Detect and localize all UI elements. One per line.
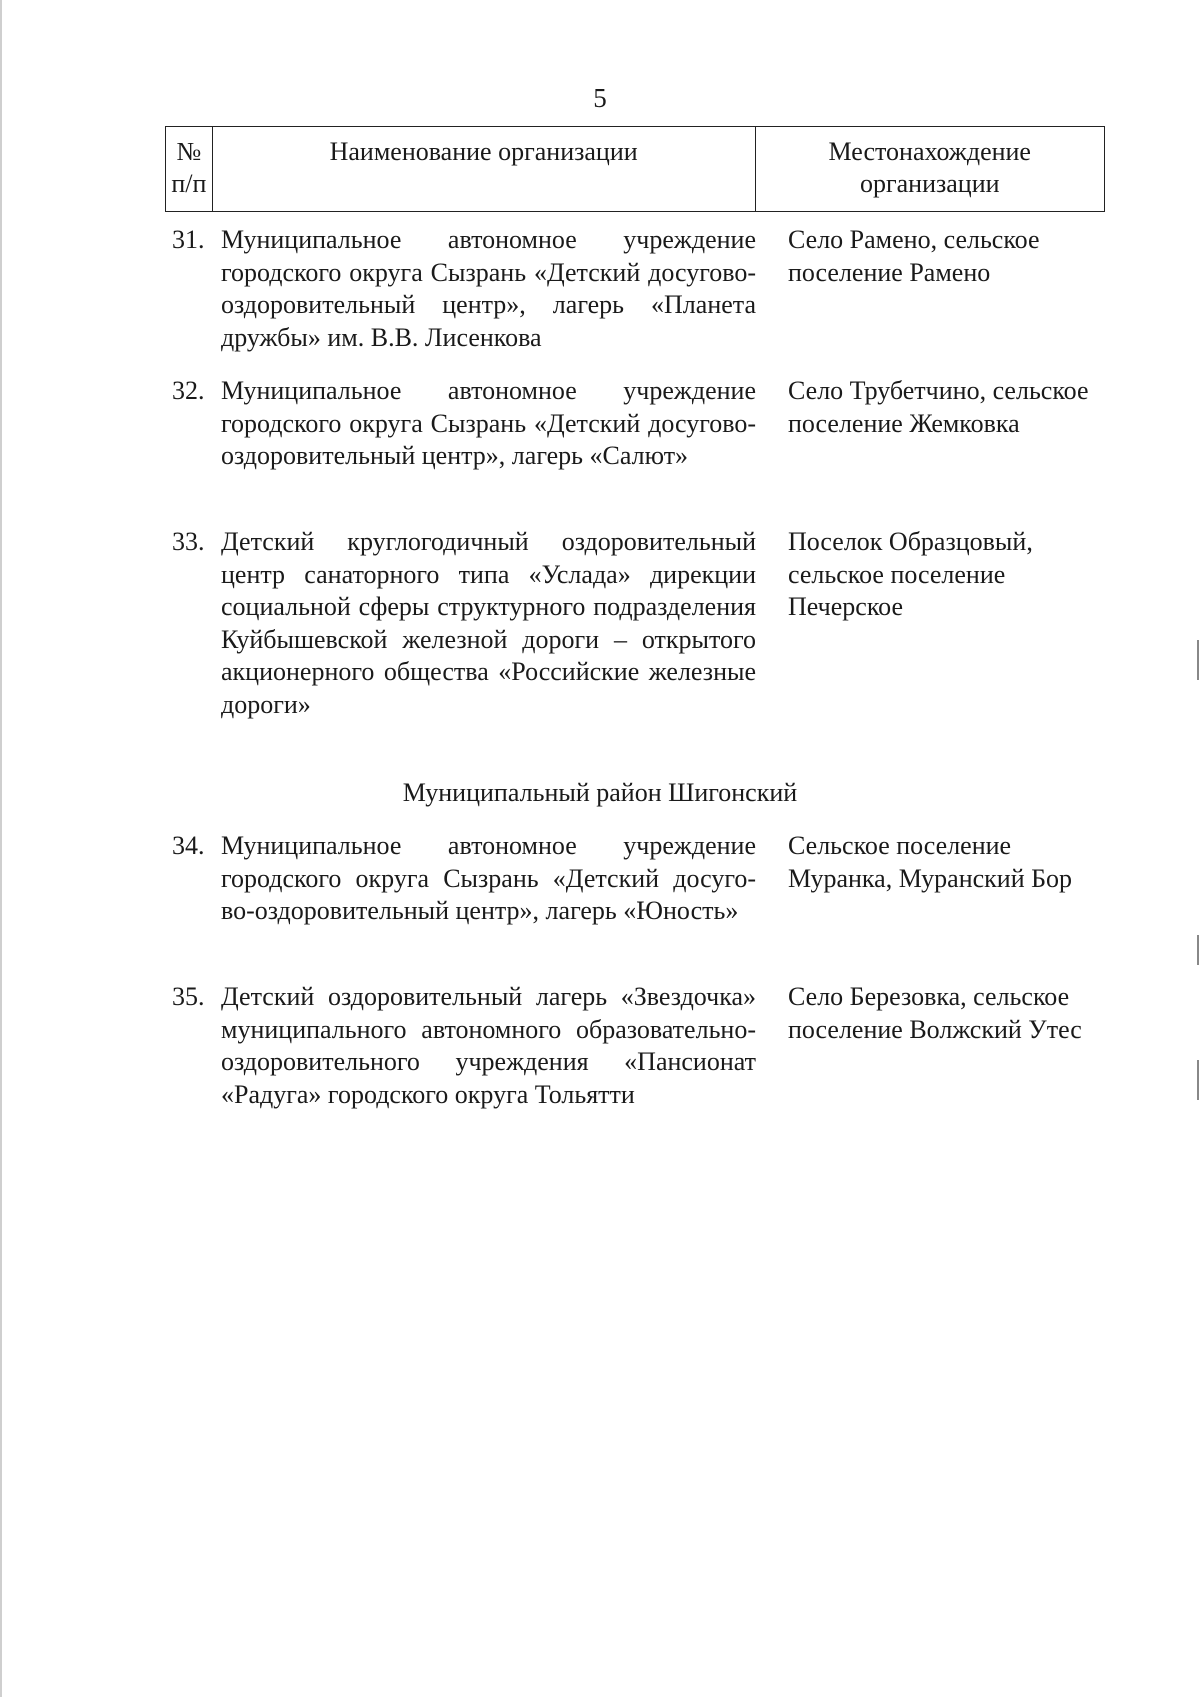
organization-location: Село Рамено, сельское поселение Рамено — [788, 225, 1040, 287]
table-header — [165, 126, 1105, 212]
row-number: 35. — [172, 982, 205, 1011]
scan-edge-mark — [1197, 935, 1199, 965]
organization-name: Муниципальное автономное учреждение городского округа Сызрань «Детский досуго-во-оздоровительный центр», лагерь «Юность» — [221, 831, 756, 925]
header-name-cell — [212, 127, 755, 212]
row-number: 33. — [172, 527, 205, 556]
header-location-label: Местонахождение организации — [828, 137, 1031, 198]
scan-edge-mark — [1197, 640, 1199, 680]
header-num-label: № п/п — [171, 137, 207, 198]
section-heading: Муниципальный район Шигонский — [402, 778, 798, 807]
row-number: 31. — [172, 225, 205, 254]
organization-location: Село Березовка, сельское поселение Волжский Утес — [788, 982, 1082, 1044]
organization-name: Муниципальное автономное учреждение городского округа Сызрань «Детский досугово-оздоровительный центр», лагерь «Планета дружбы» им. В.В. Лисенкова — [221, 225, 756, 352]
organization-location: Село Трубетчино, сельское поселение Жемковка — [788, 376, 1089, 438]
scan-edge-mark — [0, 0, 2, 1697]
organization-name: Детский круглогодичный оздоровительный центр санаторного типа «Услада» дирекции социальной сферы структурного подразделения Куйбышевской железной дороги – открытого акционерного общества «Российские железные дороги» — [221, 527, 756, 719]
header-location-cell — [755, 127, 1104, 212]
page-number: 5 — [593, 83, 607, 113]
scan-edge-mark — [1197, 1060, 1199, 1100]
header-num-cell — [166, 127, 213, 212]
organization-location: Поселок Образцовый, сельское поселение Печерское — [788, 527, 1033, 621]
header-name-label: Наименование организации — [329, 137, 638, 166]
row-number: 32. — [172, 376, 205, 405]
organization-name: Муниципальное автономное учреждение городского округа Сызрань «Детский досугово-оздоровительный центр», лагерь «Салют» — [221, 376, 756, 470]
organization-location: Сельское поселение Муранка, Муранский Бор — [788, 831, 1073, 893]
organization-name: Детский оздоровительный лагерь «Звездочка» муниципального автономного образовательно-оздоровительного учреждения «Пансионат «Радуга» городского округа Тольятти — [221, 982, 756, 1109]
row-number: 34. — [172, 831, 205, 860]
